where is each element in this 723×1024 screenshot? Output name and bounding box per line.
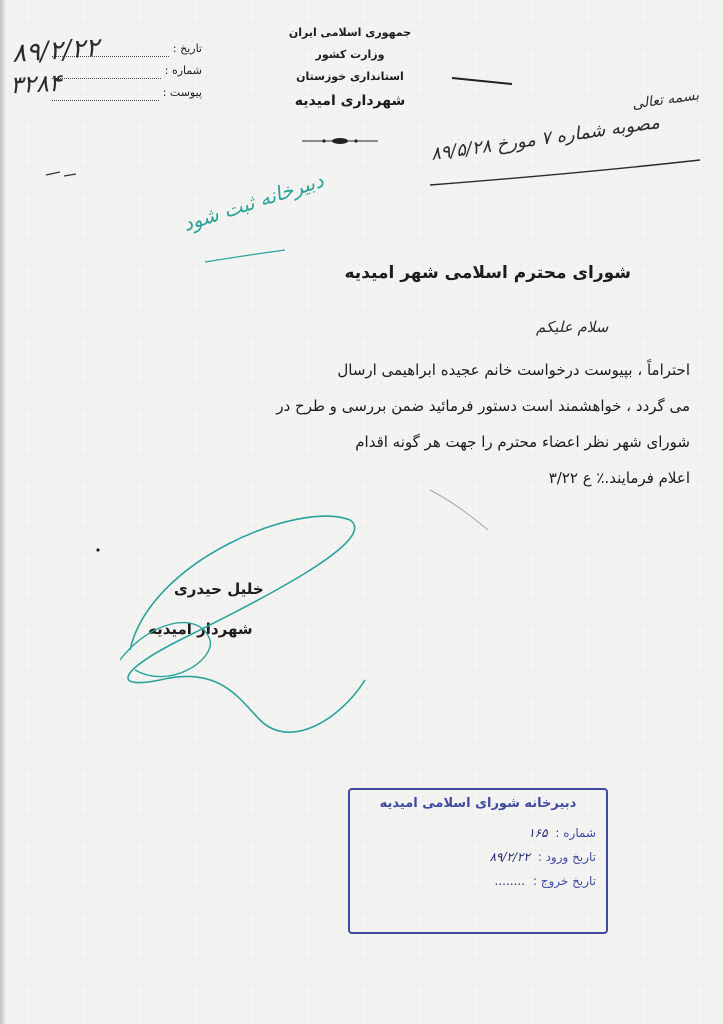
signatory-title: شهردار امیدیه <box>148 620 253 638</box>
stamp-number-label: شماره : <box>555 826 596 840</box>
body-line-2: می گردد ، خواهشمند است دستور فرمائید ضمن بررسی و طرح در <box>276 397 690 415</box>
stamp-exit-date-row <box>360 869 596 893</box>
handwritten-date: ۸۹/۲/۲۲ <box>11 32 101 70</box>
meta-attachment-label: پیوست : <box>162 86 202 99</box>
handwritten-approval-note: مصوبه شماره ۷ مورخ ۸۹/۵/۲۸ <box>429 112 661 165</box>
pencil-stroke <box>430 490 488 530</box>
signatory-name: خلیل حیدری <box>174 580 264 598</box>
stamp-entry-date-value: ۸۹/۲/۲۲ <box>489 850 530 864</box>
stamp-exit-date-value: ........ <box>494 874 526 888</box>
stamp-title: دبیرخانه شورای اسلامی امیدیه <box>379 796 577 811</box>
stamp-entry-date-label: تاریخ ورود : <box>537 850 596 864</box>
meta-number-label: شماره : <box>164 64 202 77</box>
margin-mark <box>46 172 76 176</box>
letterhead-municipality: شهرداری امیدیه <box>294 93 406 109</box>
stamp-number-row <box>360 821 596 845</box>
stamp-number-value: ۱۶۵ <box>528 826 548 840</box>
secretariat-stamp <box>348 788 608 934</box>
body-line-3: شورای شهر نظر اعضاء محترم را جهت هر گونه اقدام <box>355 433 690 451</box>
stamp-entry-date-row <box>360 845 596 869</box>
approval-underline <box>430 160 700 185</box>
top-dash <box>452 78 512 84</box>
handwritten-referral-note: دبیرخانه ثبت شود <box>179 167 327 237</box>
ink-dot <box>96 548 99 551</box>
handwritten-number: ۳۲۸۴ <box>9 68 63 100</box>
handwritten-bismillah: بسمه تعالی <box>631 87 701 113</box>
stamp-exit-date-label: تاریخ خروج : <box>532 874 596 888</box>
letterhead-province: استانداری خوزستان <box>296 70 404 83</box>
letter-greeting: سلام علیکم <box>536 318 609 336</box>
teal-signature <box>128 516 365 732</box>
letter-addressee: شورای محترم اسلامی شهر امیدیه <box>344 263 631 283</box>
body-line-1: احتراماً ، بپیوست درخواست خانم عجیده ابراهیمی ارسال <box>337 361 690 379</box>
meta-date-label: تاریخ : <box>172 42 202 55</box>
body-line-4: اعلام فرمایند.٪ ع ۳/۲۲ <box>548 469 690 487</box>
letterhead-country: جمهوری اسلامی ایران <box>288 26 412 39</box>
teal-underline <box>205 250 285 262</box>
letterhead-ministry: وزارت کشور <box>315 48 385 61</box>
